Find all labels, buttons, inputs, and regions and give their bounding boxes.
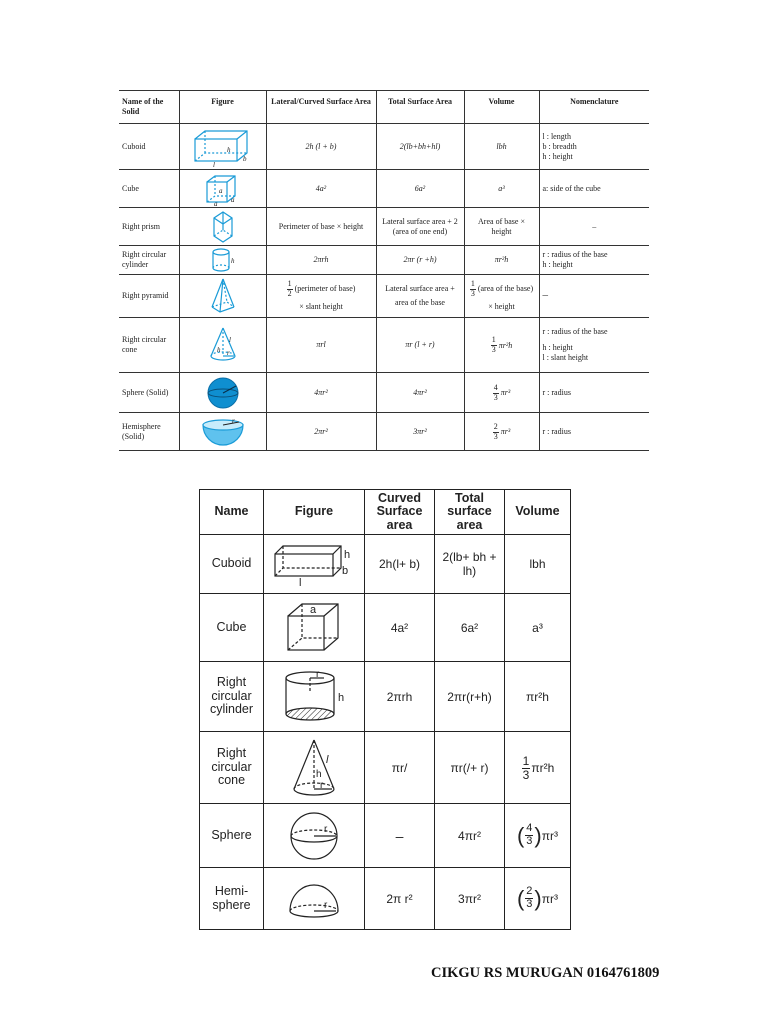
nom-line: l : slant height xyxy=(542,353,589,362)
t1-lateral-cube: 4a² xyxy=(266,170,376,208)
t1-total-cube: 6a² xyxy=(376,170,464,208)
t1-volume-hemisphere xyxy=(464,413,539,451)
t1-name-cuboid: Cuboid xyxy=(119,124,179,170)
t2-hemisphere-figure xyxy=(264,868,365,930)
t1-name-cone: Right circular cone xyxy=(119,318,179,373)
formula-text: (area of the base) xyxy=(477,284,534,293)
author-footer: CIKGU RS MURUGAN 0164761809 xyxy=(431,965,660,981)
formula-text: × slant height xyxy=(299,302,343,312)
cuboid-icon xyxy=(271,542,357,586)
table-row xyxy=(200,662,571,732)
pyramid-icon xyxy=(208,277,238,315)
t1-nom-prism: – xyxy=(539,208,649,246)
hemisphere-figure xyxy=(179,413,266,451)
frac-den: 3 xyxy=(526,898,533,910)
t2-total-sphere: 4πr² xyxy=(435,804,505,868)
t1-header-total: Total Surface Area xyxy=(376,91,464,124)
frac-num: 2 xyxy=(493,421,498,431)
t2-header-curved: Curved Surface area xyxy=(365,490,435,535)
table-row xyxy=(119,373,649,413)
t1-nom-sphere: r : radius xyxy=(539,373,649,413)
t1-header-volume: Volume xyxy=(464,91,539,124)
table-row xyxy=(119,275,649,318)
t1-name-cube: Cube xyxy=(119,170,179,208)
frac-num: 4 xyxy=(493,382,498,392)
t2-curved-sphere: – xyxy=(365,804,435,868)
cube-icon xyxy=(282,600,346,656)
formula-text: Lateral surface area + xyxy=(385,284,455,293)
t1-lateral-cylinder: 2πrh xyxy=(266,246,376,275)
frac-num: 4 xyxy=(526,822,533,835)
frac-den: 3 xyxy=(470,288,475,298)
hemisphere-r-label: r xyxy=(231,416,235,425)
table-row xyxy=(119,124,649,170)
formula-text: πr³ xyxy=(541,891,559,906)
t2-volume-cuboid: lbh xyxy=(505,535,571,594)
t1-name-hemisphere: Hemisphere (Solid) xyxy=(119,413,179,451)
nom-line: h : height xyxy=(542,151,573,161)
t2-curved-cylinder: 2πrh xyxy=(365,662,435,732)
cone-figure xyxy=(179,318,266,373)
table-row xyxy=(200,594,571,662)
frac-den: 3 xyxy=(526,835,533,847)
t1-nom-hemisphere: r : radius xyxy=(539,413,649,451)
t1-total-sphere: 4πr² xyxy=(376,373,464,413)
cone-r-label: r xyxy=(320,779,324,791)
cylinder-h-label: h xyxy=(230,257,234,265)
cuboid-b-label: b xyxy=(242,154,246,163)
t2-total-cylinder: 2πr(r+h) xyxy=(435,662,505,732)
t1-volume-cylinder: πr²h xyxy=(464,246,539,275)
frac-num: 1 xyxy=(470,278,475,288)
t1-volume-sphere xyxy=(464,373,539,413)
t1-total-cone: πr (l + r) xyxy=(376,318,464,373)
table-row xyxy=(119,318,649,373)
t1-header-nomenclature: Nomenclature xyxy=(539,91,649,124)
table1-header-row xyxy=(119,91,649,124)
hemisphere-r-label: r xyxy=(324,899,328,911)
t1-name-pyramid: Right pyramid xyxy=(119,275,179,318)
frac-num: 1 xyxy=(287,278,292,288)
t2-cube-figure xyxy=(264,594,365,662)
t1-volume-pyramid xyxy=(464,275,539,318)
cone-h-label: h xyxy=(216,346,220,354)
formula-text: πr³ xyxy=(541,828,559,843)
t2-name-sphere: Sphere xyxy=(200,804,264,868)
frac-num: 1 xyxy=(522,753,530,768)
t2-cylinder-figure xyxy=(264,662,365,732)
table-row xyxy=(119,170,649,208)
cuboid-l-label: l xyxy=(299,577,302,586)
t2-volume-cone xyxy=(505,732,571,804)
t2-total-cone: πr(/+ r) xyxy=(435,732,505,804)
cylinder-h-label: h xyxy=(338,691,345,704)
table-row xyxy=(119,208,649,246)
cone-icon xyxy=(207,326,239,364)
cuboid-icon xyxy=(191,127,255,167)
t2-curved-hemisphere: 2π r² xyxy=(365,868,435,930)
t1-lateral-sphere: 4πr² xyxy=(266,373,376,413)
t2-volume-sphere xyxy=(505,804,571,868)
t1-volume-cube: a³ xyxy=(464,170,539,208)
prism-icon xyxy=(210,210,236,244)
t2-header-name: Name xyxy=(200,490,264,535)
t2-name-hemisphere: Hemi- sphere xyxy=(200,868,264,930)
sphere-r-label: r xyxy=(324,823,328,835)
frac-den: 2 xyxy=(287,288,292,298)
cube-a-label: a xyxy=(310,603,317,616)
prism-figure xyxy=(179,208,266,246)
sphere-figure xyxy=(179,373,266,413)
table-row xyxy=(119,413,649,451)
cuboid-figure xyxy=(179,124,266,170)
nom-line: l : length xyxy=(542,131,571,141)
formula-text: πr²h xyxy=(498,340,513,350)
cylinder-figure xyxy=(179,246,266,275)
cube-a-label-1: a xyxy=(218,186,222,195)
cuboid-b-label: b xyxy=(342,565,349,577)
hemisphere-icon xyxy=(284,879,344,919)
t2-volume-hemisphere xyxy=(505,868,571,930)
formula-text: πr³ xyxy=(500,427,511,436)
paren-right: ) xyxy=(534,885,542,911)
frac-num: 2 xyxy=(526,885,533,898)
t1-name-sphere: Sphere (Solid) xyxy=(119,373,179,413)
t1-header-name: Name of the Solid xyxy=(119,91,179,124)
cone-r-label: r xyxy=(226,349,230,357)
frac-den: 3 xyxy=(493,431,498,441)
t1-name-prism: Right prism xyxy=(119,208,179,246)
t2-total-cube: 6a² xyxy=(435,594,505,662)
cylinder-icon xyxy=(208,247,238,273)
t2-cone-figure xyxy=(264,732,365,804)
nom-line: h : height xyxy=(542,343,573,352)
t1-lateral-cone: πrl xyxy=(266,318,376,373)
formula-text: area of the base xyxy=(395,298,445,307)
t1-volume-prism: Area of base × height xyxy=(464,208,539,246)
t2-name-cube: Cube xyxy=(200,594,264,662)
formula-text: πr²h xyxy=(531,761,555,775)
sphere-icon xyxy=(203,376,243,410)
t1-lateral-cuboid: 2h (l + b) xyxy=(266,124,376,170)
cone-l-label: l xyxy=(326,753,329,766)
t1-lateral-prism: Perimeter of base × height xyxy=(266,208,376,246)
t2-curved-cone: πr/ xyxy=(365,732,435,804)
cone-icon xyxy=(286,737,342,799)
cylinder-icon xyxy=(278,668,350,726)
t2-volume-cube: a³ xyxy=(505,594,571,662)
t1-lateral-pyramid xyxy=(266,275,376,318)
table-row xyxy=(200,804,571,868)
formula-text: (perimeter of base) xyxy=(294,284,356,293)
nom-line: r : radius of the base xyxy=(542,327,608,336)
cube-a-label-3: a xyxy=(213,199,217,206)
table-row xyxy=(200,732,571,804)
cone-l-label: l xyxy=(228,336,231,344)
formula-text: πr³ xyxy=(500,388,511,397)
frac-den: 3 xyxy=(493,392,498,402)
cube-a-label-2: a xyxy=(230,195,234,204)
t2-curved-cube: 4a² xyxy=(365,594,435,662)
t2-name-cone: Right circular cone xyxy=(200,732,264,804)
nom-line: a: side of the cube xyxy=(542,183,601,193)
t2-curved-cuboid: 2h(l+ b) xyxy=(365,535,435,594)
t2-header-volume: Volume xyxy=(505,490,571,535)
cuboid-h-label: h xyxy=(226,145,230,154)
frac-den: 3 xyxy=(522,767,530,782)
cube-figure xyxy=(179,170,266,208)
t1-nom-cylinder xyxy=(539,246,649,275)
t1-header-lateral: Lateral/Curved Surface Area xyxy=(266,91,376,124)
hemisphere-icon xyxy=(199,417,247,447)
cube-icon xyxy=(203,172,243,206)
t1-name-cylinder: Right circular cylinder xyxy=(119,246,179,275)
formula-text: × height xyxy=(488,302,515,312)
cone-h-label: h xyxy=(316,768,322,780)
t1-nom-cube xyxy=(539,170,649,208)
sphere-icon xyxy=(286,809,342,863)
t1-total-cylinder: 2πr (r +h) xyxy=(376,246,464,275)
nom-line: b : breadth xyxy=(542,141,577,151)
pyramid-figure xyxy=(179,275,266,318)
t1-header-figure: Figure xyxy=(179,91,266,124)
t1-total-hemisphere: 3πr² xyxy=(376,413,464,451)
t2-total-cuboid: 2(lb+ bh + lh) xyxy=(435,535,505,594)
t1-volume-cuboid: lbh xyxy=(464,124,539,170)
t2-sphere-figure xyxy=(264,804,365,868)
t2-total-hemisphere: 3πr² xyxy=(435,868,505,930)
table-row xyxy=(119,246,649,275)
t1-nom-cone xyxy=(539,318,649,373)
cuboid-h-label: h xyxy=(344,549,351,561)
table2-header-row xyxy=(200,490,571,535)
t1-nom-cuboid xyxy=(539,124,649,170)
nom-line: r : radius of the base xyxy=(542,250,608,259)
paren-right: ) xyxy=(534,822,542,848)
solids-table-summary xyxy=(199,489,571,930)
frac-den: 3 xyxy=(491,345,496,354)
t2-name-cuboid: Cuboid xyxy=(200,535,264,594)
paren-left: ( xyxy=(516,822,525,848)
table-row xyxy=(200,868,571,930)
paren-left: ( xyxy=(516,885,525,911)
cuboid-l-label: l xyxy=(212,160,215,167)
t1-total-cuboid: 2(lb+bh+hl) xyxy=(376,124,464,170)
nom-line: h : height xyxy=(542,260,573,269)
table-row xyxy=(200,535,571,594)
t2-volume-cylinder: πr²h xyxy=(505,662,571,732)
t2-header-figure: Figure xyxy=(264,490,365,535)
t1-total-prism: Lateral surface area + 2 (area of one end) xyxy=(376,208,464,246)
t1-nom-pyramid: – xyxy=(539,275,649,318)
t1-volume-cone xyxy=(464,318,539,373)
t1-total-pyramid xyxy=(376,275,464,318)
cylinder-r-label: r xyxy=(316,668,320,680)
t1-lateral-hemisphere: 2πr² xyxy=(266,413,376,451)
frac-num: 1 xyxy=(491,335,496,345)
t2-name-cylinder: Right circular cylinder xyxy=(200,662,264,732)
t2-header-total: Total surface area xyxy=(435,490,505,535)
t2-cuboid-figure xyxy=(264,535,365,594)
solids-table-detailed xyxy=(119,90,649,451)
